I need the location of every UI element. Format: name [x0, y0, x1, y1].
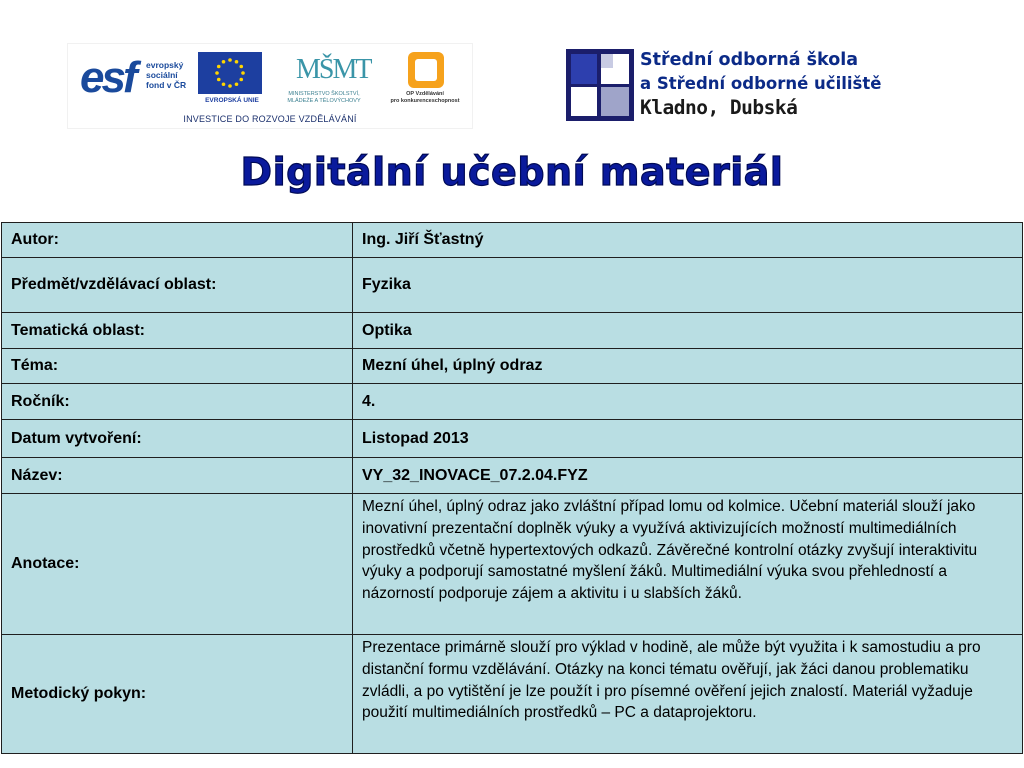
row-value: 4.	[353, 384, 1023, 420]
eu-star-icon	[228, 58, 232, 62]
msmt-logo	[274, 50, 372, 108]
eu-star-icon	[222, 82, 226, 86]
row-value: Ing. Jiří Šťastný	[353, 223, 1023, 258]
eu-star-icon	[235, 82, 239, 86]
table-row	[2, 494, 1023, 635]
school-logo	[566, 49, 926, 121]
row-value: Optika	[353, 313, 1023, 349]
eu-flag-icon	[198, 52, 262, 94]
row-value: VY_32_INOVACE_07.2.04.FYZ	[353, 458, 1023, 494]
school-location: Kladno, Dubská	[640, 96, 798, 119]
row-label: Autor:	[2, 223, 353, 258]
row-label: Ročník:	[2, 384, 353, 420]
row-label: Anotace:	[2, 494, 353, 635]
row-label: Předmět/vzdělávací oblast:	[2, 258, 353, 313]
school-emblem-icon	[566, 49, 634, 121]
row-label: Téma:	[2, 349, 353, 384]
eu-caption: EVROPSKÁ UNIE	[205, 97, 259, 104]
eu-star-icon	[222, 60, 226, 64]
eu-star-icon	[217, 65, 221, 69]
eu-star-icon	[239, 78, 243, 82]
row-value: Fyzika	[353, 258, 1023, 313]
esf-logo-text: evropský sociální fond v ČR	[146, 60, 187, 90]
annotation-text: Mezní úhel, úplný odraz jako zvláštní případ lomu od kolmice. Učební materiál slouží jako inovativní prezentační doplněk výuky a využívá aktivizujících možností multimediálních prostředků včetně hypertextových odkazů. Závěrečné kontrolní otázky zvyšují interaktivitu výuky a podporují samostatné myšlení žáků. Multimediální výuka svou přehledností a názorností podporuje zájem a aktivitu i u slabších žáků.	[353, 494, 1023, 635]
eu-star-icon	[235, 60, 239, 64]
op-caption: OP Vzdělávání pro konkurenceschopnost	[390, 91, 460, 104]
methodical-instruction-text: Prezentace primárně slouží pro výklad v hodině, ale může být využita i k samostudiu a pro distanční formu vzdělávání. Otázky na konci tématu ověřují, jak žáci danou problematiku zvládli, a po vytištění je lze použít i pro písemné ověření jejich znalostí. Materiál vyžaduje použití multimediálních prostředků – PC a dataprojektoru.	[353, 635, 1023, 754]
esf-logo-mark: esf	[80, 53, 135, 102]
school-name-line-1: Střední odborná škola	[640, 50, 859, 70]
op-logo-icon	[408, 52, 444, 88]
esf-logo	[80, 52, 192, 104]
page-title: Digitální učební materiál	[240, 150, 784, 194]
table-row	[2, 223, 1023, 258]
row-label: Metodický pokyn:	[2, 635, 353, 754]
msmt-logo-mark: MŠMT	[296, 54, 371, 85]
row-label: Datum vytvoření:	[2, 420, 353, 458]
table-row	[2, 384, 1023, 420]
school-name-line-2: a Střední odborné učiliště	[640, 74, 882, 93]
eu-star-icon	[241, 71, 245, 75]
row-value: Listopad 2013	[353, 420, 1023, 458]
eu-logo	[196, 52, 264, 108]
table-row	[2, 458, 1023, 494]
table-row	[2, 313, 1023, 349]
eu-star-icon	[239, 65, 243, 69]
eu-star-icon	[228, 84, 232, 88]
metadata-table	[1, 222, 1023, 754]
table-row	[2, 635, 1023, 754]
row-label: Název:	[2, 458, 353, 494]
op-logo	[380, 48, 466, 110]
funding-tagline: INVESTICE DO ROZVOJE VZDĚLÁVÁNÍ	[183, 114, 357, 124]
row-value: Mezní úhel, úplný odraz	[353, 349, 1023, 384]
table-row	[2, 349, 1023, 384]
msmt-caption: MINISTERSTVO ŠKOLSTVÍ, MLÁDEŽE A TĚLOVÝCHOVY	[287, 91, 361, 104]
eu-star-icon	[215, 71, 219, 75]
table-row	[2, 258, 1023, 313]
table-row	[2, 420, 1023, 458]
funding-logos	[68, 44, 472, 128]
row-label: Tematická oblast:	[2, 313, 353, 349]
eu-star-icon	[217, 78, 221, 82]
